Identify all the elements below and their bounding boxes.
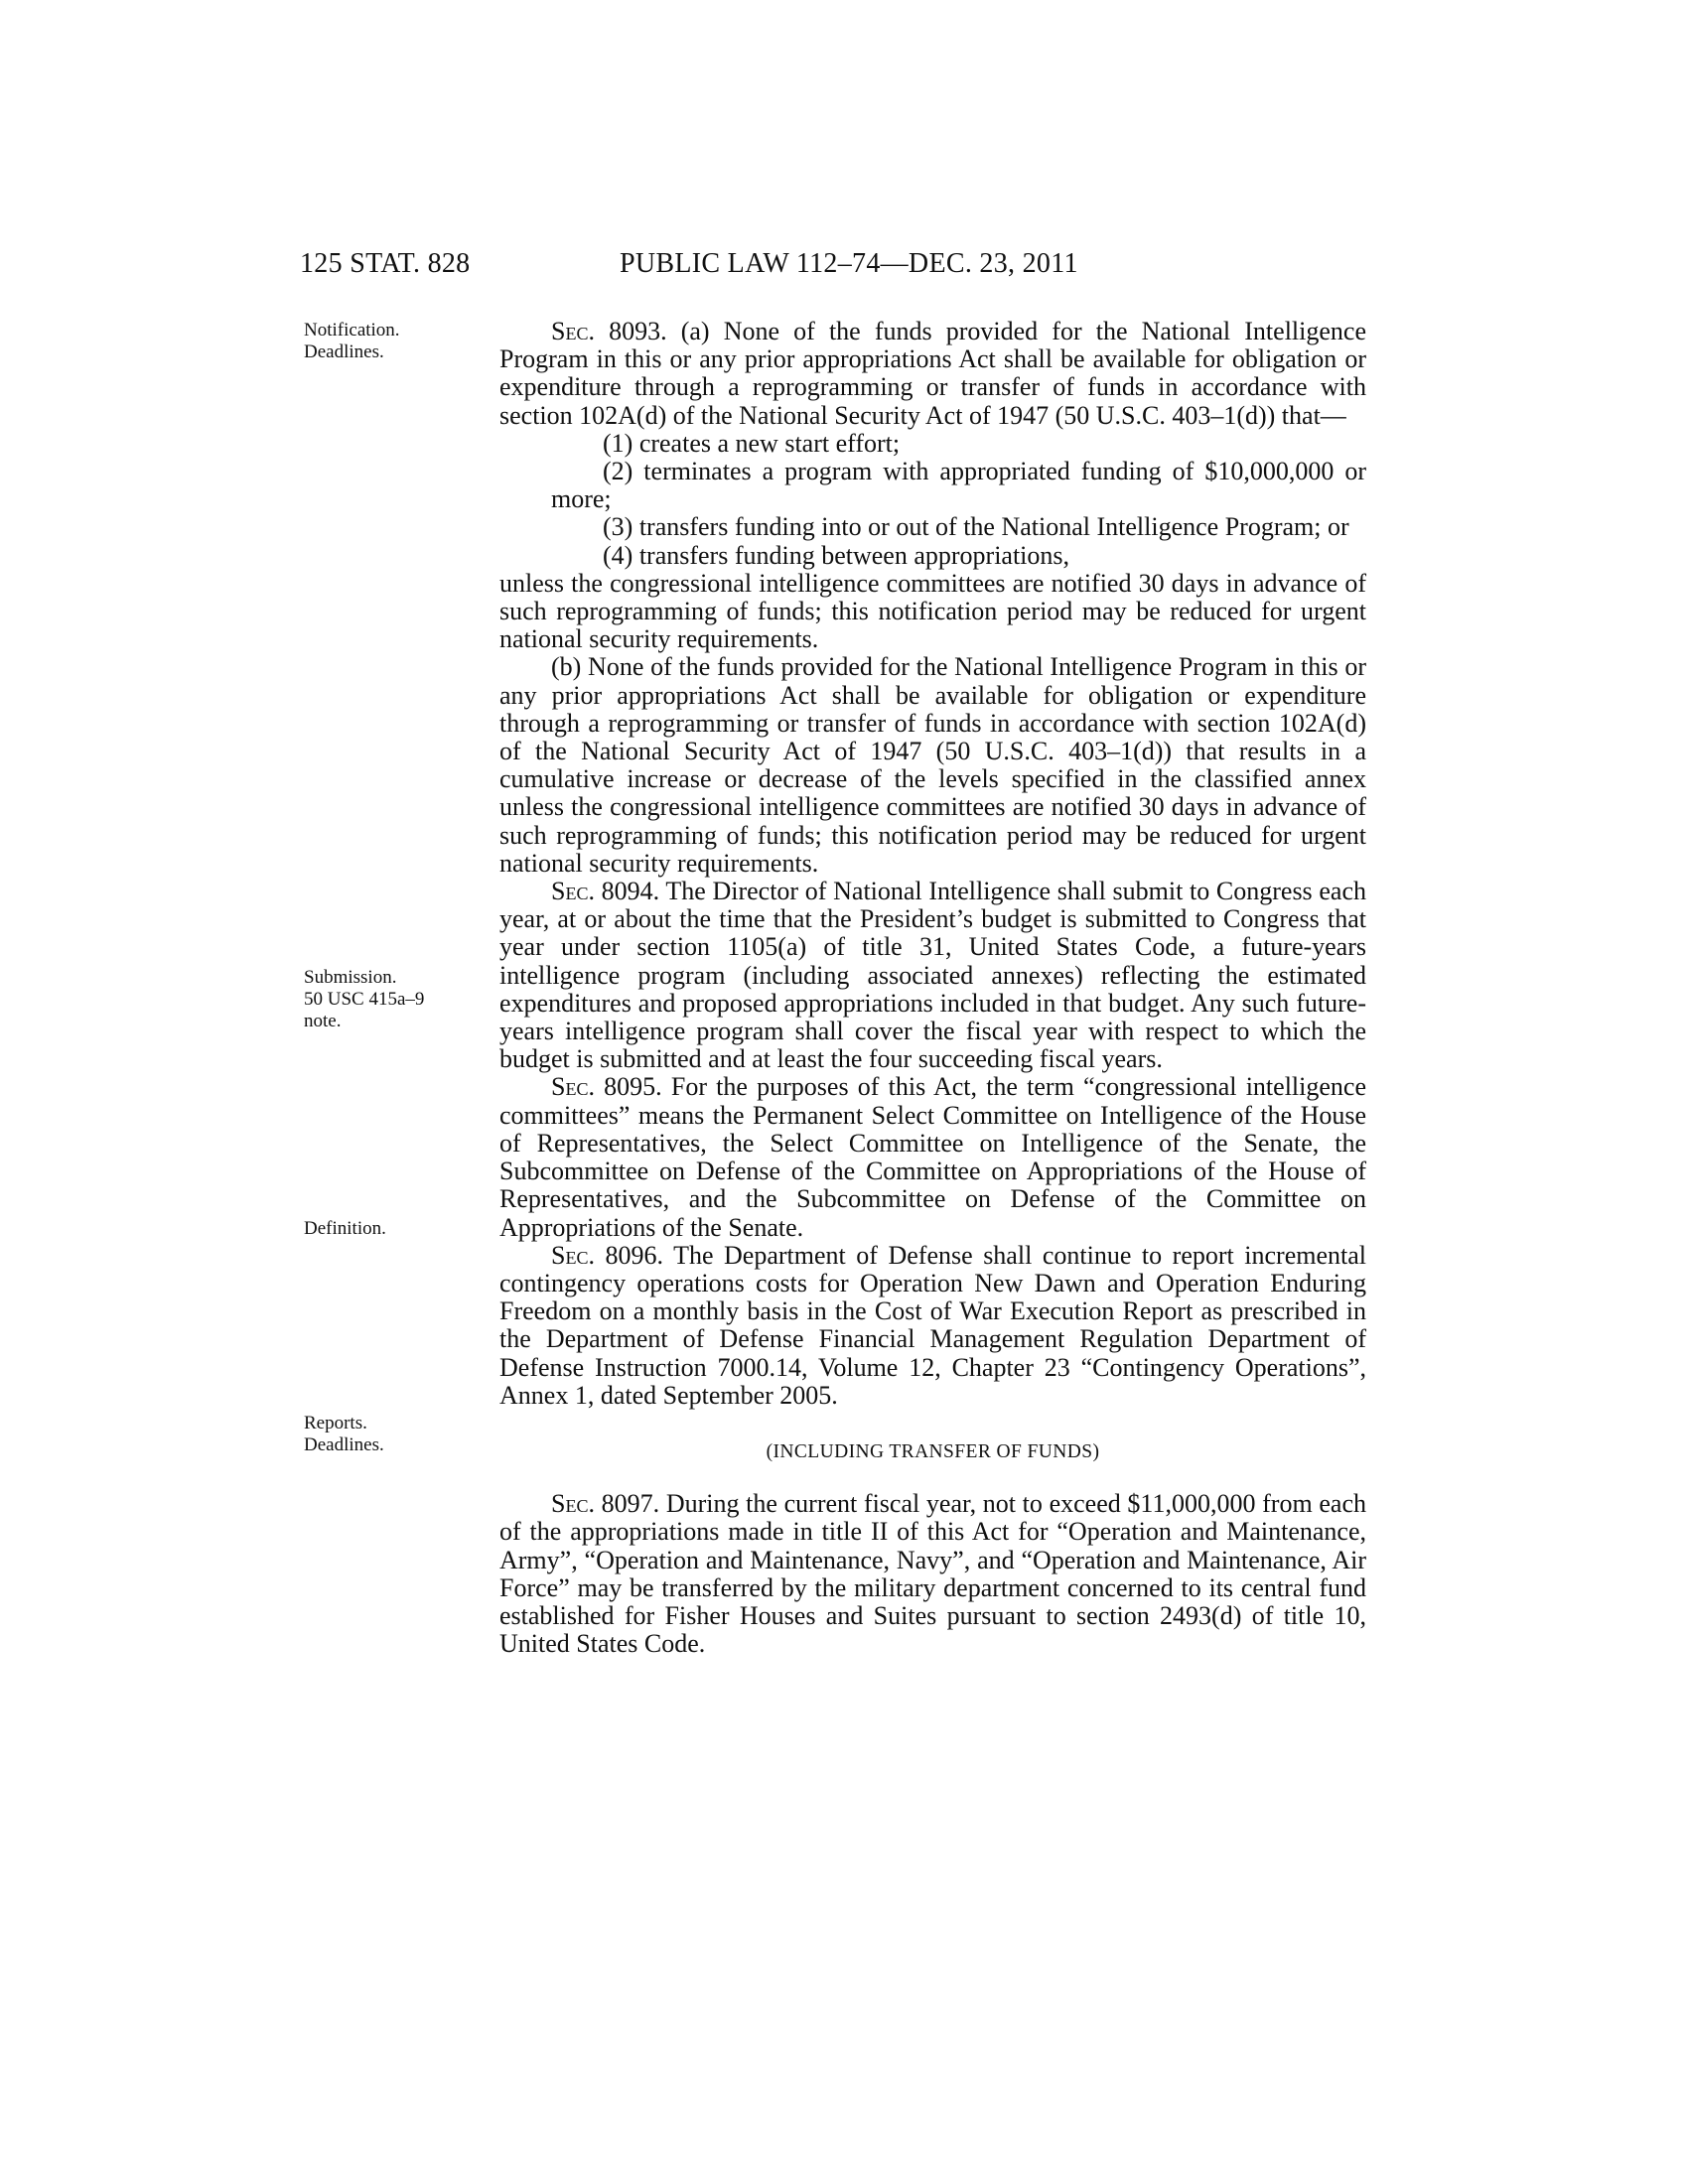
sec-8093-item-2: (2) terminates a program with appropriated funding of $10,000,000 or more; <box>551 457 1366 514</box>
section-text: 8094. The Director of National Intelligence shall submit to Congress each year, at or about the time that the President’s budget is submitted to Congress that year under section 1105(a) of title 31, United States Code, a future-years intelligence program (including associated annexes) reflecting the estimated expenditures and proposed appropriations included in that budget. Any such future-years intelligence program shall cover the fiscal year with respect to which the budget is submitted and at least the four succeeding fiscal years. <box>499 877 1366 1074</box>
section-text: 8096. The Department of Defense shall continue to report incremental contingency operations costs for Operation New Dawn and Operation Enduring Freedom on a monthly basis in the Cost of War Execution Report as prescribed in the Department of Defense Financial Management Regulation Department of Defense Instruction 7000.14, Volume 12, Chapter 23 “Contingency Operations”, Annex 1, dated September 2005. <box>499 1240 1366 1410</box>
margin-note-line: Deadlines. <box>304 341 384 362</box>
sec-8097 <box>499 1490 1366 1658</box>
section-label: Sec. <box>551 317 595 345</box>
margin-note-reports <box>304 1413 384 1456</box>
main-body <box>499 318 1366 1658</box>
section-label: Sec. <box>551 1072 595 1102</box>
section-label: Sec. <box>551 877 595 906</box>
margin-note-line: note. <box>304 1011 342 1031</box>
section-text: 8093. (a) None of the funds provided for the National Intelligence Program in this or any prior appropriations Act shall be available for obligation or expenditure through a reprogramming or transfer of funds in accordance with section 102A(d) of the National Security Act of 1947 (50 U.S.C. 403–1(d)) that— <box>499 317 1366 430</box>
sec-8093-unless: unless the congressional intelligence committees are notified 30 days in advance of such reprogramming of funds; this notification period may be reduced for urgent national security requirements. <box>499 568 1366 654</box>
margin-note-definition <box>304 1218 386 1240</box>
sec-8093-item-1: (1) creates a new start effort; <box>603 428 901 458</box>
section-text: 8095. For the purposes of this Act, the term “congressional intelligence committees” means the Permanent Select Committee on Intelligence of the House of Representatives, the Select Committee on Intelligence of the Senate, the Subcommittee on Defense of the Committee on Appropriations of the House of Representatives, and the Subcommittee on Defense of the Committee on Appropriations of the Senate. <box>499 1072 1366 1242</box>
sec-8093-item-3: (3) transfers funding into or out of the National Intelligence Program; or <box>603 512 1349 542</box>
margin-note-notification <box>304 320 400 363</box>
sec-8093-item-4: (4) transfers funding between appropriations, <box>603 540 1070 570</box>
running-head: PUBLIC LAW 112–74—DEC. 23, 2011 <box>620 248 1078 279</box>
margin-note-submission <box>304 967 424 1032</box>
sec-8093-a <box>499 318 1366 430</box>
sec-8093-b: (b) None of the funds provided for the National Intelligence Program in this or any prior appropriations Act shall be available for obligation or expenditure through a reprogramming or transfer of funds in accordance with section 102A(d) of the National Security Act of 1947 (50 U.S.C. 403–1(d)) that results in a cumulative increase or decrease of the levels specified in the classified annex unless the congressional intelligence committees are notified 30 days in advance of such reprogramming of funds; this notification period may be reduced for urgent national security requirements. <box>499 652 1366 878</box>
section-label: Sec. <box>551 1489 595 1519</box>
sec-8096 <box>499 1242 1366 1410</box>
section-text: 8097. During the current fiscal year, not to exceed $11,000,000 from each of the appropriations made in title II of this Act for “Operation and Maintenance, Army”, “Operation and Maintenance, Navy”, and “Operation and Maintenance, Air Force” may be transferred by the military department concerned to its central fund established for Fisher Houses and Suites pursuant to section 2493(d) of title 10, United States Code. <box>499 1489 1366 1659</box>
sec-8095 <box>499 1073 1366 1241</box>
page-header <box>300 248 1372 288</box>
margin-note-line: Definition. <box>304 1218 386 1239</box>
stat-reference: 125 STAT. 828 <box>300 248 471 279</box>
margin-note-line: Submission. <box>304 967 397 988</box>
section-label: Sec. <box>551 1240 595 1270</box>
subheading-transfer-of-funds: (INCLUDING TRANSFER OF FUNDS) <box>766 1440 1100 1462</box>
margin-note-line: Notification. <box>304 320 400 341</box>
margin-note-line: Deadlines. <box>304 1434 384 1455</box>
sec-8094 <box>499 878 1366 1073</box>
margin-note-line: Reports. <box>304 1413 367 1433</box>
margin-note-line: 50 USC 415a–9 <box>304 989 425 1010</box>
